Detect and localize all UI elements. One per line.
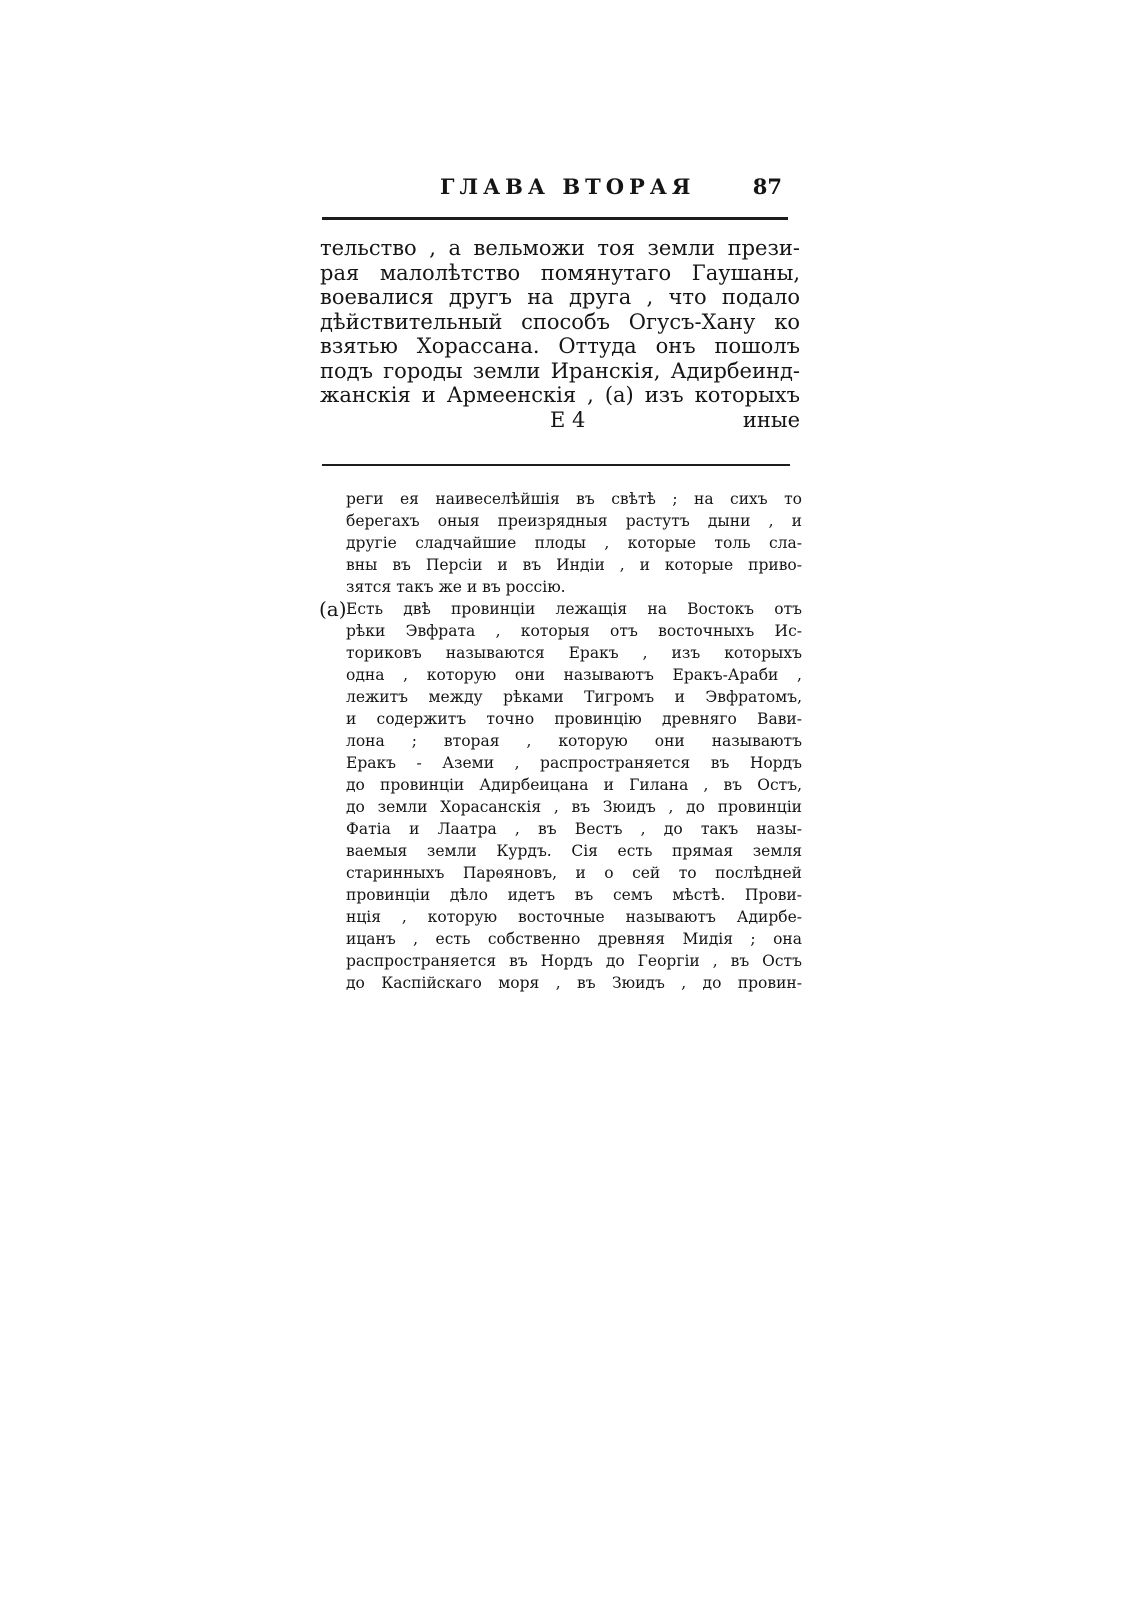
footnote-line: Фатіа и Лаатра , въ Вестъ , до такъ назы- xyxy=(346,820,802,838)
footnote-line: и содержитъ точно провинцію древняго Вави- xyxy=(346,710,802,728)
footnote-line: ваемыя земли Курдъ. Сія есть прямая земля xyxy=(346,842,802,860)
footnote-line: рѣки Эвфрата , которыя отъ восточныхъ Ис- xyxy=(346,622,802,640)
header-rule xyxy=(322,217,788,220)
footnote-line: ицанъ , есть собственно древняя Мидія ; она xyxy=(346,930,802,948)
footnote-line: реги ея наивеселѣйшія въ свѣтѣ ; на сихъ то xyxy=(346,490,802,508)
main-line: подъ городы земли Иранскія, Адирбеинд- xyxy=(320,358,800,383)
footnote-line: другіе сладчайшие плоды , которые толь сла- xyxy=(346,534,802,552)
footnote-line: зятся такъ же и въ россію. xyxy=(346,578,566,596)
footnote-line: распространяется въ Нордъ до Георгіи , въ Остъ xyxy=(346,952,802,970)
footnote-line: до земли Хорасанскія , въ Зюидъ , до провинціи xyxy=(346,798,802,816)
footnotes xyxy=(319,488,802,994)
signature-mark: E 4 xyxy=(550,407,586,432)
footnote-marker: (а) xyxy=(319,597,347,621)
footnote-line: старинныхъ Парѳяновъ, и о сей то послѣдней xyxy=(346,864,802,882)
footnote-line: Есть двѣ провинціи лежащія на Востокъ отъ xyxy=(346,600,802,618)
main-line: жанскія и Армеенскія , (а) изъ которыхъ xyxy=(320,383,800,407)
footnote-line: берегахъ оныя преизрядныя растутъ дыни , и xyxy=(346,512,802,530)
page-number: 87 xyxy=(752,174,782,199)
footnote-line: Еракъ - Аземи , распространяется въ Нордъ xyxy=(346,754,802,772)
main-line: взятью Хорассана. Оттуда онъ пошолъ xyxy=(320,334,800,358)
footnote-line: ториковъ называются Еракъ , изъ которыхъ xyxy=(346,644,802,662)
footnote-a xyxy=(319,597,802,994)
footnote-line: вны въ Персіи и въ Индіи , и которые приво- xyxy=(346,556,802,574)
footnote-line: до Каспійскаго моря , въ Зюидъ , до провин- xyxy=(346,974,802,992)
main-line: рая малолѣтство помянутаго Гаушаны, xyxy=(320,260,800,285)
main-line: тельство , а вельможи тоя земли прези- xyxy=(320,236,800,260)
footnote-line: провинціи дѣло идетъ въ семъ мѣстѣ. Прови- xyxy=(346,886,802,904)
main-text xyxy=(320,236,800,433)
running-head xyxy=(318,170,788,210)
footnote-line: одна , которую они называютъ Еракъ-Араби , xyxy=(346,666,802,684)
main-line: воевалися другъ на друга , что подало xyxy=(320,285,800,309)
catch-line xyxy=(320,408,800,433)
running-title: ГЛАВА ВТОРАЯ xyxy=(440,174,696,199)
footnote-line: нція , которую восточные называютъ Адирбе- xyxy=(346,908,802,926)
footnote-line: лежитъ между рѣками Тигромъ и Эвфратомъ, xyxy=(346,688,802,706)
footnote-rule xyxy=(322,464,790,466)
catchword: иные xyxy=(742,407,800,432)
footnote-line: до провинціи Адирбеицана и Гилана , въ Остъ, xyxy=(346,776,802,794)
main-line: дѣйствительный способъ Огусъ-Хану ко xyxy=(320,309,800,334)
footnote-line: лона ; вторая , которую они называютъ xyxy=(346,732,802,750)
